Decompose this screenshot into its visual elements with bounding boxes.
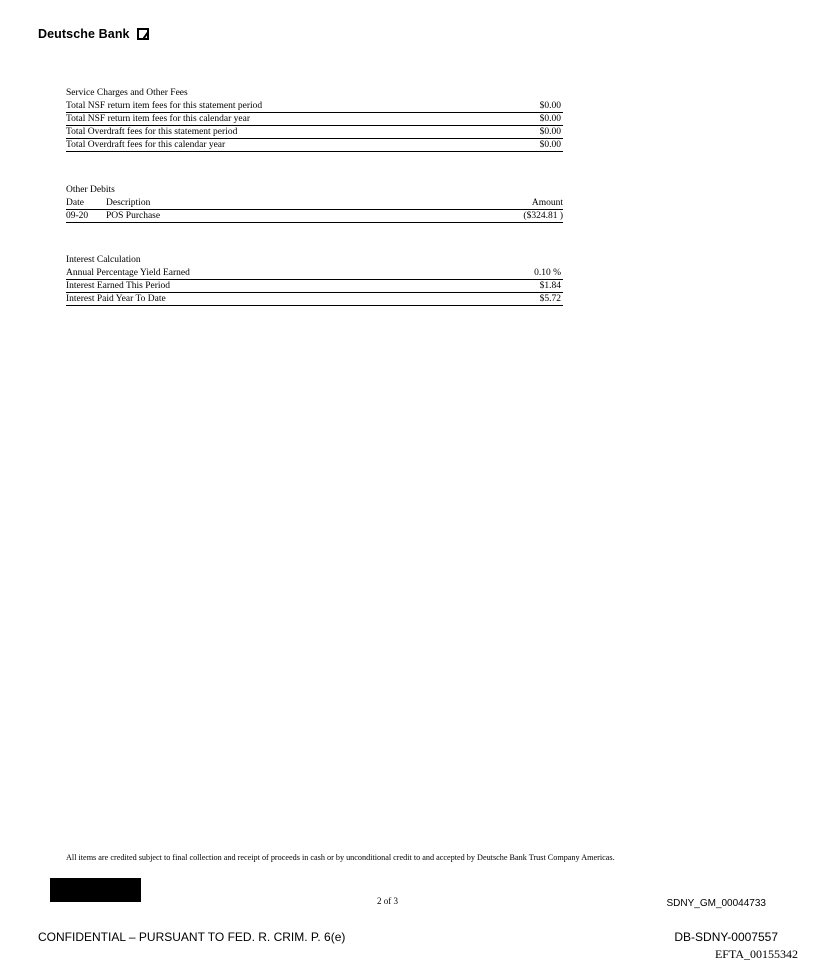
debits-header-row: [66, 197, 563, 210]
table-row: [66, 113, 563, 126]
table-row: [66, 100, 563, 113]
debit-amount: ($324.81 ): [523, 211, 563, 221]
table-row: [66, 293, 563, 306]
fee-label: Total Overdraft fees for this calendar year: [66, 140, 226, 150]
interest-label: Interest Earned This Period: [66, 281, 171, 291]
fee-label: Total NSF return item fees for this calendar year: [66, 114, 250, 124]
interest-section: [66, 254, 563, 306]
debit-description: POS Purchase: [106, 211, 161, 221]
debits-title: Other Debits: [66, 185, 115, 195]
fee-amount: $0.00: [539, 101, 561, 111]
fee-amount: $0.00: [539, 127, 561, 137]
description-header: Description: [106, 198, 151, 208]
fee-label: Total Overdraft fees for this statement period: [66, 127, 238, 137]
fee-label: Total NSF return item fees for this statement period: [66, 101, 263, 111]
redaction-block: [50, 878, 141, 902]
interest-label: Annual Percentage Yield Earned: [66, 268, 190, 278]
fee-amount: $0.00: [539, 140, 561, 150]
amount-header: Amount: [531, 198, 563, 208]
table-row: [66, 126, 563, 139]
page-number: 2 of 3: [377, 896, 398, 906]
interest-amount: $5.72: [539, 294, 561, 304]
interest-amount: $1.84: [539, 281, 561, 291]
date-header: Date: [66, 198, 84, 208]
bank-logo: [38, 27, 149, 41]
interest-label: Interest Paid Year To Date: [66, 294, 166, 304]
fees-section: [66, 87, 563, 152]
fees-title: Service Charges and Other Fees: [66, 88, 188, 98]
table-row: [66, 139, 563, 152]
efta-number: EFTA_00155342: [714, 947, 798, 961]
table-row: [66, 280, 563, 293]
table-row: [66, 267, 563, 280]
debits-section: [66, 184, 563, 223]
credit-footnote: All items are credited subject to final collection and receipt of proceeds in cash or by unconditional credit to and accepted by Deutsche Bank Trust Company Americas.: [66, 853, 615, 862]
table-row: [66, 210, 563, 223]
interest-title: Interest Calculation: [66, 255, 141, 265]
debit-date: 09-20: [66, 211, 89, 221]
confidential-notice: CONFIDENTIAL – PURSUANT TO FED. R. CRIM. P. 6(e): [38, 930, 346, 944]
sdny-bates-number: SDNY_GM_00044733: [666, 898, 766, 909]
fee-amount: $0.00: [539, 114, 561, 124]
deutsche-bank-slash-icon: [137, 28, 149, 40]
db-bates-number: DB-SDNY-0007557: [674, 930, 778, 944]
bank-name: Deutsche Bank: [38, 27, 130, 41]
interest-amount: 0.10 %: [534, 268, 561, 278]
